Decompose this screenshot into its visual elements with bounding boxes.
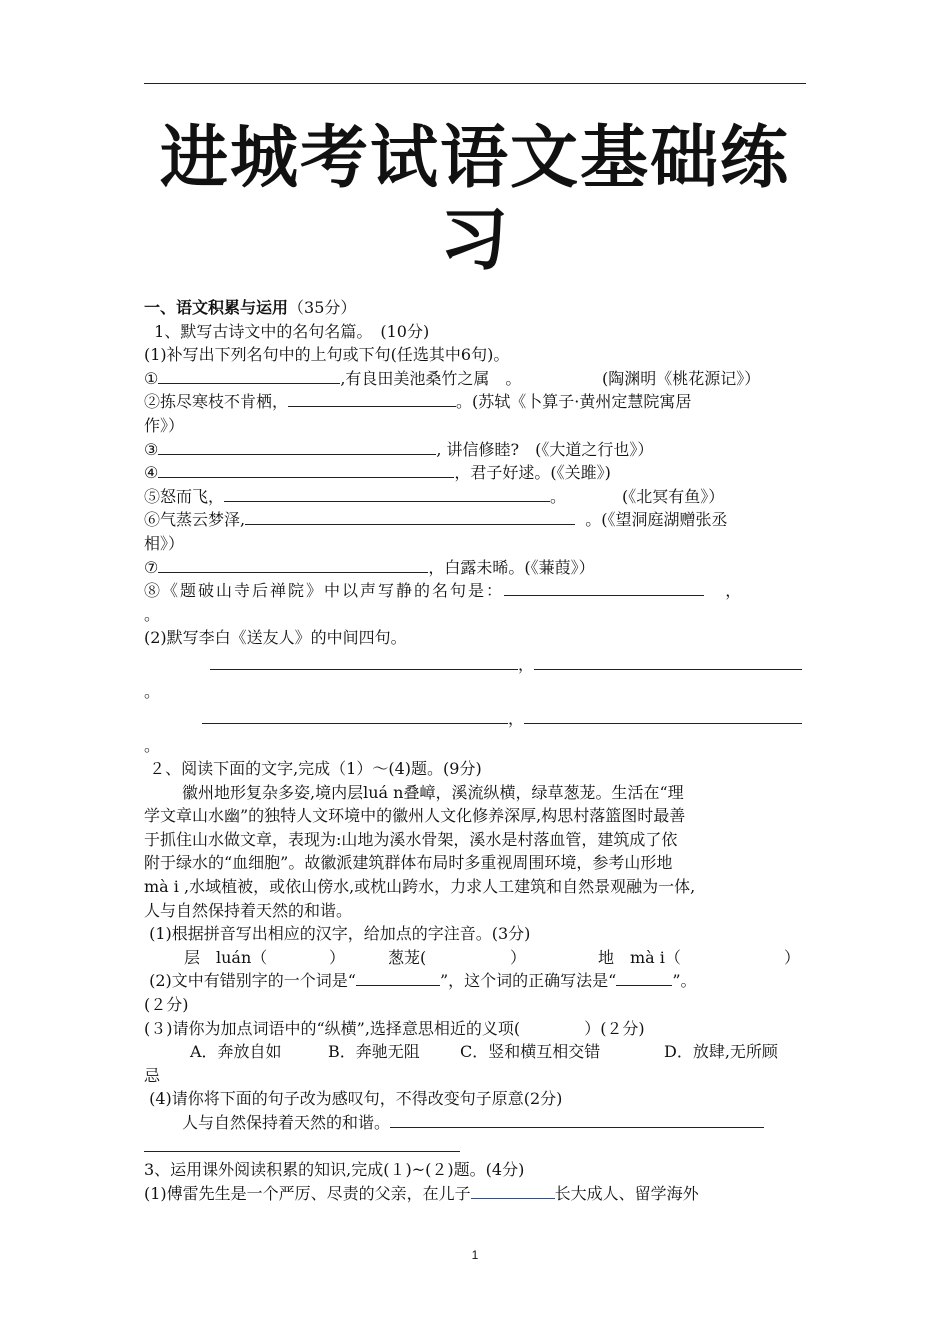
answer-blank[interactable] — [534, 655, 802, 670]
option-a[interactable]: A．奔放自如 — [190, 1042, 282, 1062]
poem-line-1-end: 。 — [144, 681, 161, 701]
q2-s1-items: 层 luán（ ） 葱茏( ） 地 mà i（ ） — [184, 947, 801, 967]
section-heading: 一、语文积累与运用（35分） — [144, 298, 357, 317]
q2-s3-options — [144, 1040, 812, 1064]
option-b[interactable]: B．奔驰无阻 — [328, 1042, 420, 1062]
answer-blank[interactable] — [504, 581, 704, 596]
q1-item-8: ⑧《题破山寺后禅院》中以声写静的名句是： ， — [144, 581, 744, 601]
q2-s4-label: (4)请你将下面的句子改为感叹句，不得改变句子原意(2分) — [149, 1089, 563, 1109]
answer-blank[interactable] — [158, 369, 340, 384]
passage-line: 人与自然保持着天然的和谐。 — [144, 900, 353, 920]
answer-blank[interactable] — [245, 510, 575, 525]
answer-blank[interactable] — [158, 463, 454, 478]
answer-blank[interactable] — [616, 971, 672, 986]
answer-blank[interactable] — [202, 709, 508, 724]
passage-line: 于抓住山水做文章，表现为:山地为溪水骨架，溪水是村落血管，建筑成了依 — [144, 829, 678, 849]
answer-blank[interactable] — [288, 392, 456, 407]
title-line-1: 进城考试语文基础练 — [159, 119, 790, 198]
poem-line-1: ， — [144, 650, 812, 680]
page-number: 1 — [471, 1248, 479, 1262]
passage-line: 徽州地形复杂多姿,境内层luá n叠嶂，溪流纵横，绿草葱茏。生活在“理 — [182, 782, 684, 802]
answer-blank[interactable] — [158, 558, 428, 573]
poem-line-2-end: 。 — [144, 735, 161, 755]
q2-s4-answer-line — [144, 1135, 812, 1159]
q1-item-7: ⑦ ，白露未晞。(《蒹葭》） — [144, 557, 595, 577]
answer-blank[interactable] — [356, 971, 440, 986]
q1-item-2: ②拣尽寒枝不肯栖， 。(苏轼《卜算子·黄州定慧院寓居 — [144, 392, 692, 412]
q2-s2: (2)文中有错别字的一个词是“ ”，这个词的正确写法是“ ”。 — [149, 971, 697, 991]
option-c[interactable]: C．竖和横互相交错 — [460, 1042, 601, 1062]
q2-s3: (３)请你为加点词语中的“纵横”,选择意思相近的义项( ）(２分) — [144, 1018, 645, 1038]
title-line-2: 习 — [439, 201, 510, 280]
answer-blank[interactable] — [158, 440, 436, 455]
q2-label: ２、阅读下面的文字,完成（1）～(4)题。(9分) — [149, 759, 482, 779]
passage-line: mà i ,水域植被，或依山傍水,或枕山跨水，力求人工建筑和自然景观融为一体, — [144, 877, 696, 897]
q1-item-6: ⑥气蒸云梦泽, 。(《望洞庭湖赠张丞 — [144, 510, 728, 530]
answer-blank[interactable] — [224, 487, 550, 502]
q1-item-1: ① ,有良田美池桑竹之属 。 (陶渊明《桃花源记》） — [144, 368, 761, 388]
q1-label: 1、默写古诗文中的名句名篇。 (10分) — [154, 321, 430, 341]
q3-s1: (1)傅雷先生是一个严厉、尽责的父亲，在儿子 长大成人、留学海外 — [144, 1183, 699, 1203]
answer-blank[interactable] — [524, 709, 802, 724]
q1-sub2-label: (2)默写李白《送友人》的中间四句。 — [144, 628, 407, 648]
page-title — [144, 118, 806, 282]
answer-blank[interactable] — [390, 1113, 764, 1128]
q1-item-2-cont: 作》） — [144, 415, 185, 435]
answer-blank[interactable] — [210, 655, 518, 670]
passage-line: 附于绿水的“血细胞”。故徽派建筑群体布局时多重视周围环境，参考山形地 — [144, 853, 673, 873]
q2-s3-cont: 忌 — [144, 1065, 161, 1085]
passage-line: 学文章山水幽”的独特人文环境中的徽州人文化修养深厚,构思村落篮图时最善 — [144, 806, 686, 826]
q2-s2-score: (２分) — [144, 995, 189, 1015]
q1-sub1-label: (1)补写出下列名句中的上句或下句(任选其中6句)。 — [144, 345, 510, 365]
q2-s4-sentence: 人与自然保持着天然的和谐。 — [144, 1111, 812, 1135]
answer-blank[interactable] — [144, 1137, 460, 1152]
q1-item-5: ⑤怒而飞， 。 (《北冥有鱼》） — [144, 486, 725, 506]
q1-item-4: ④ ，君子好逑。(《关雎》) — [144, 463, 611, 483]
answer-blank[interactable] — [471, 1184, 555, 1199]
header-rule — [144, 83, 806, 84]
document-body — [144, 296, 812, 1205]
poem-line-2: ， — [144, 704, 812, 734]
option-d[interactable]: D．放肆,无所顾 — [664, 1042, 778, 1062]
q1-item-6-cont: 相》） — [144, 533, 185, 553]
q1-item-3: ③ , 讲信修睦? (《大道之行也》） — [144, 439, 654, 459]
q3-label: 3、运用课外阅读积累的知识,完成(１)~(２)题。(4分) — [144, 1160, 525, 1180]
q1-item-8-cont: 。 — [144, 604, 161, 624]
q2-s1-label: (1)根据拼音写出相应的汉字，给加点的字注音。(3分) — [149, 924, 531, 944]
